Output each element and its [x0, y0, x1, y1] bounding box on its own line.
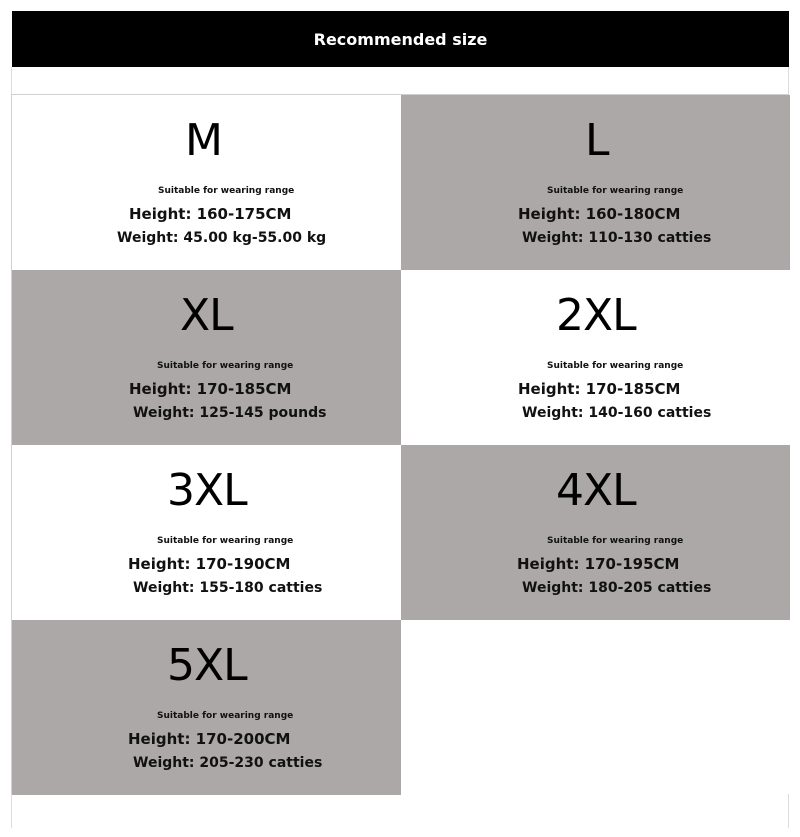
weight-range: Weight: 205-230 catties: [133, 755, 323, 771]
size-cell-2xl: [401, 270, 790, 445]
page-title: Recommended size: [313, 29, 488, 49]
bottom-strip: [11, 794, 789, 828]
size-label: M: [185, 115, 222, 166]
height-range: Height: 170-185CM: [518, 380, 681, 398]
size-cell-l: [401, 95, 790, 270]
height-range: Height: 160-175CM: [129, 205, 292, 223]
size-cell-4xl: [401, 445, 790, 620]
size-cell-xl: [12, 270, 401, 445]
range-label: Suitable for wearing range: [547, 536, 684, 546]
range-label: Suitable for wearing range: [547, 186, 684, 196]
height-range: Height: 170-190CM: [128, 555, 291, 573]
weight-range: Weight: 155-180 catties: [133, 580, 323, 596]
height-range: Height: 170-195CM: [517, 555, 680, 573]
size-label: 5XL: [167, 640, 247, 691]
range-label: Suitable for wearing range: [157, 536, 294, 546]
empty-cell: [401, 620, 790, 795]
range-label: Suitable for wearing range: [157, 711, 294, 721]
range-label: Suitable for wearing range: [547, 361, 684, 371]
size-grid: [11, 94, 789, 794]
size-label: 3XL: [167, 465, 247, 516]
header-bar: [12, 11, 789, 67]
range-label: Suitable for wearing range: [157, 361, 294, 371]
range-label: Suitable for wearing range: [158, 186, 295, 196]
spacer-strip: [11, 67, 789, 94]
size-cell-3xl: [12, 445, 401, 620]
size-label: L: [585, 115, 609, 166]
size-label: 2XL: [556, 290, 636, 341]
weight-range: Weight: 110-130 catties: [522, 230, 712, 246]
height-range: Height: 170-200CM: [128, 730, 291, 748]
size-cell-m: [12, 95, 401, 270]
size-label: 4XL: [556, 465, 636, 516]
weight-range: Weight: 180-205 catties: [522, 580, 712, 596]
size-cell-5xl: [12, 620, 401, 795]
weight-range: Weight: 45.00 kg-55.00 kg: [117, 230, 327, 246]
size-label: XL: [180, 290, 233, 341]
weight-range: Weight: 140-160 catties: [522, 405, 712, 421]
height-range: Height: 170-185CM: [129, 380, 292, 398]
weight-range: Weight: 125-145 pounds: [133, 405, 327, 421]
height-range: Height: 160-180CM: [518, 205, 681, 223]
